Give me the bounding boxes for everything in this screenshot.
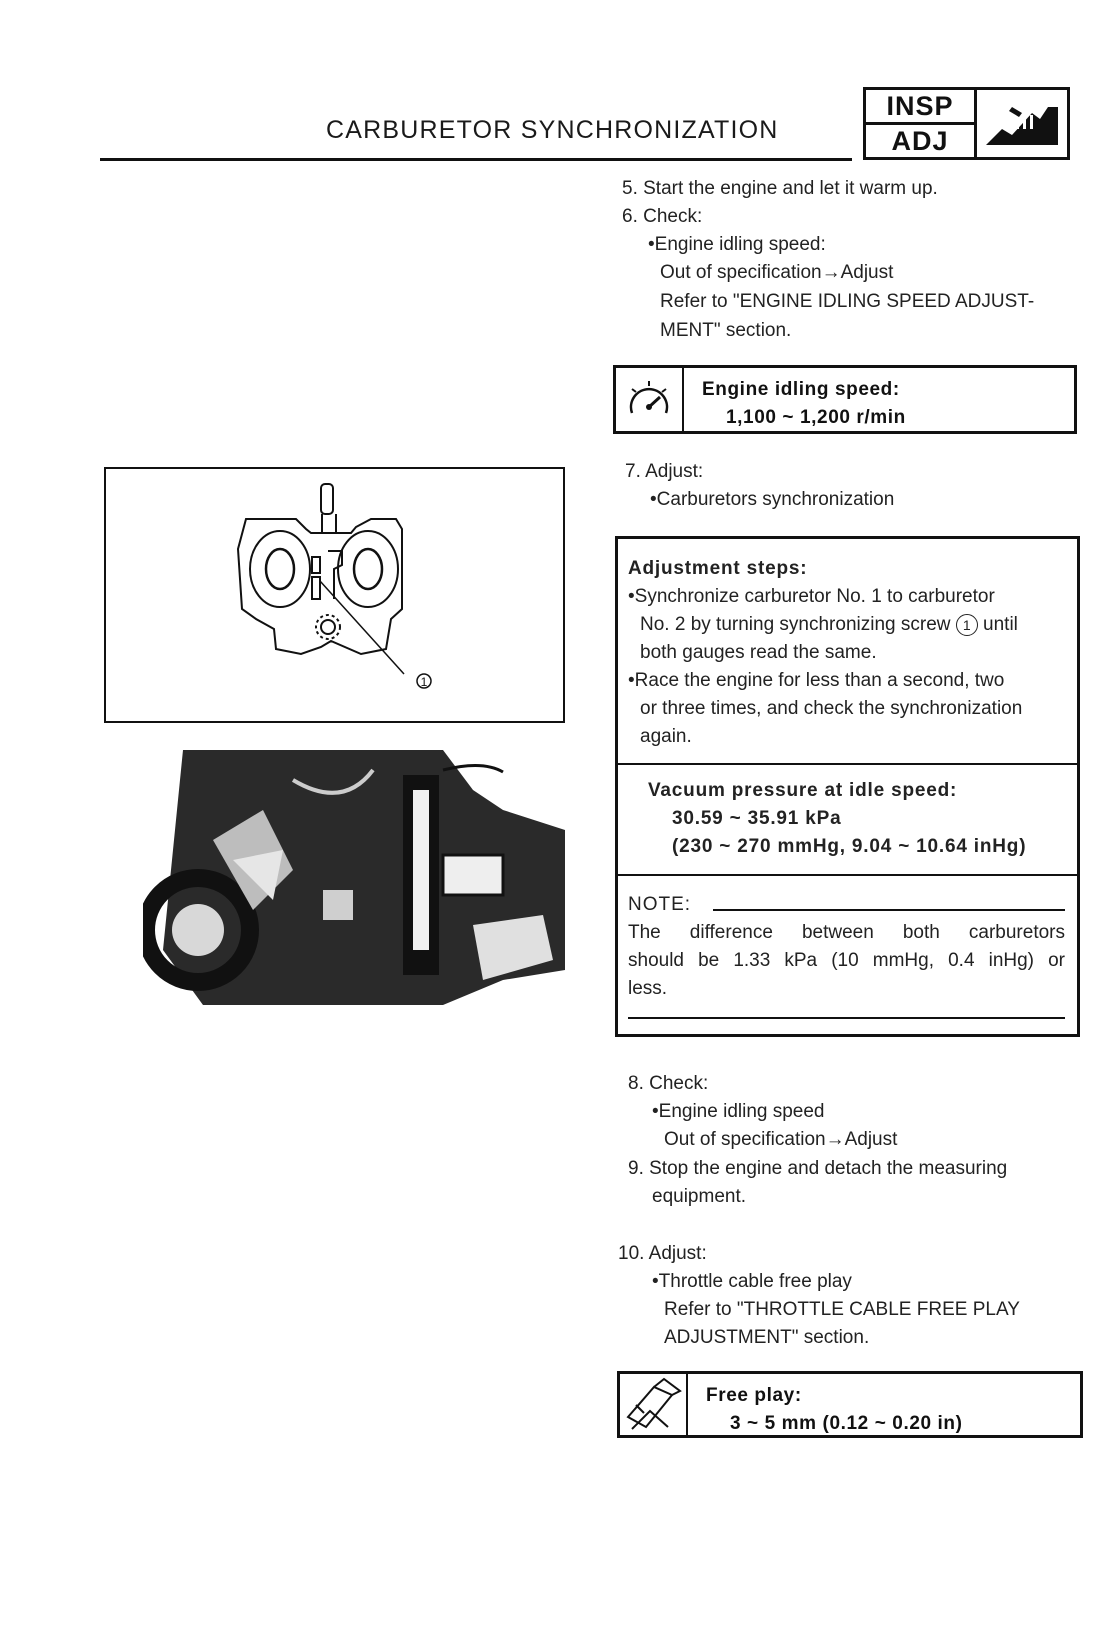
idle-speed-value: 1,100 ~ 1,200 r/min <box>726 407 906 428</box>
step-6-line-1: Out of specification→Adjust <box>660 262 894 283</box>
adjustment-divider-2 <box>618 874 1077 876</box>
free-play-value: 3 ~ 5 mm (0.12 ~ 0.20 in) <box>730 1413 963 1434</box>
step-10: 10. Adjust: <box>618 1243 707 1264</box>
screw-callout-1: 1 <box>956 614 978 636</box>
step-6-line-3: MENT" section. <box>660 320 792 341</box>
step-6: 6. Check: <box>622 206 703 227</box>
step-6-bullet: •Engine idling speed: <box>648 234 826 255</box>
page-title: CARBURETOR SYNCHRONIZATION <box>326 116 779 144</box>
step-8-bullet: •Engine idling speed <box>652 1101 825 1122</box>
free-play-label: Free play: <box>706 1385 802 1406</box>
step-8: 8. Check: <box>628 1073 709 1094</box>
vacuum-label: Vacuum pressure at idle speed: <box>648 780 958 801</box>
vacuum-value-mmhg: (230 ~ 270 mmHg, 9.04 ~ 10.64 inHg) <box>672 836 1027 857</box>
badge-insp: INSP <box>866 90 974 125</box>
idle-speed-spec-box <box>613 365 1077 434</box>
adjustment-b1-line-2-text: No. 2 by turning synchronizing screw <box>640 614 951 635</box>
step-5: 5. Start the engine and let it warm up. <box>622 178 938 199</box>
note-label: NOTE: <box>628 894 692 915</box>
step-7: 7. Adjust: <box>625 461 704 482</box>
note-line-2: should be 1.33 kPa (10 mmHg, 0.4 inHg) or <box>628 950 1065 971</box>
motorcycle-vacuum-gauge-photo <box>143 750 565 1005</box>
adjustment-b1-line-1: •Synchronize carburetor No. 1 to carburetor <box>628 586 995 607</box>
step-6-line-2: Refer to "ENGINE IDLING SPEED ADJUST- <box>660 291 1035 312</box>
adjustment-b2-line-1: •Race the engine for less than a second, two <box>628 670 1005 691</box>
adjustment-b2-line-2: or three times, and check the synchronization <box>640 698 1023 719</box>
adjustment-b1-line-2 <box>640 611 1018 639</box>
step-7-bullet: •Carburetors synchronization <box>650 489 895 510</box>
step-10-line-2: ADJUSTMENT" section. <box>664 1327 870 1348</box>
adjustment-b2-line-3: again. <box>640 726 692 747</box>
section-badge <box>863 87 1070 160</box>
idle-speed-label: Engine idling speed: <box>702 379 900 400</box>
adjustment-b1-line-2-end: until <box>983 614 1018 635</box>
adjustment-b1-line-3: both gauges read the same. <box>640 642 877 663</box>
step-10-bullet: •Throttle cable free play <box>652 1271 852 1292</box>
header-rule <box>100 158 852 161</box>
throttle-grip-icon <box>620 1374 688 1435</box>
step-10-line-1: Refer to "THROTTLE CABLE FREE PLAY <box>664 1299 1020 1320</box>
adjustment-divider-1 <box>618 763 1077 765</box>
adjustment-steps-box <box>615 536 1080 1037</box>
note-line-1: The difference between both carburetors <box>628 922 1065 943</box>
free-play-spec-box <box>617 1371 1083 1438</box>
tachometer-icon <box>616 368 684 431</box>
note-rule-top <box>713 909 1065 911</box>
step-9-line-2: equipment. <box>652 1186 747 1207</box>
wrench-adjust-icon <box>977 90 1067 157</box>
step-8-line-1: Out of specification→Adjust <box>664 1129 898 1150</box>
note-rule-bottom <box>628 1017 1065 1019</box>
carburetor-diagram <box>104 467 565 723</box>
badge-adj: ADJ <box>891 125 949 156</box>
adjustment-heading: Adjustment steps: <box>628 558 808 579</box>
vacuum-value-kpa: 30.59 ~ 35.91 kPa <box>672 808 842 829</box>
note-line-3: less. <box>628 978 668 999</box>
step-9-line-1: 9. Stop the engine and detach the measuring <box>628 1158 1008 1179</box>
figure-callout-1: 1 <box>420 675 428 689</box>
